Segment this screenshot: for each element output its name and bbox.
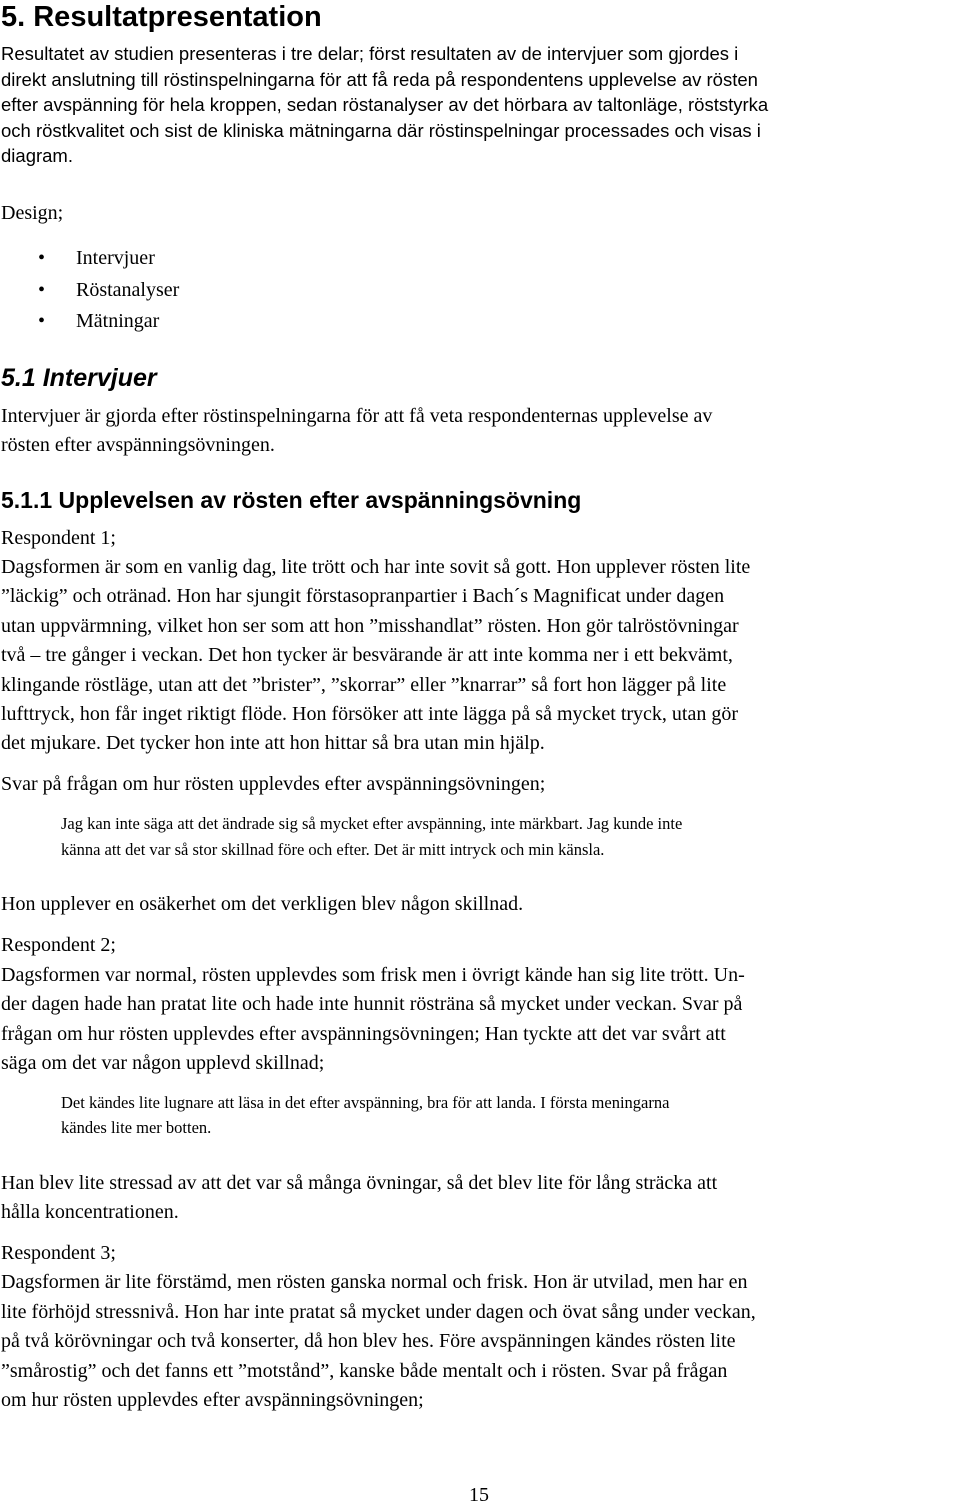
quote-line: Jag kan inte säga att det ändrade sig så mycket efter avspänning, inte märkbart. Jag kunde inte [61, 814, 683, 833]
respondent-text-line: Dagsformen är som en vanlig dag, lite trött och har inte sovit så gott. Hon upplever rösten lite [1, 556, 751, 578]
section-heading-5-1-1: 5.1.1 Upplevelsen av rösten efter avspänningsövning [1, 487, 582, 513]
page-number: 15 [469, 1484, 489, 1506]
respondent-text-line: frågan om hur rösten upplevdes efter avspänningsövningen; Han tyckte att det var svårt att [1, 1023, 726, 1045]
intro-line: direkt anslutning till röstinspelningarna för att få reda på respondentens upplevelse av rösten [1, 69, 758, 90]
respondent-text-line: på två körövningar och två konserter, då hon blev hes. Före avspänningen kändes rösten lite [1, 1330, 736, 1352]
respondent-text-line: Dagsformen var normal, rösten upplevdes som frisk men i övrigt kände han sig lite trött. Un- [1, 964, 745, 986]
respondent-text-line: om hur rösten upplevdes efter avspänningsövningen; [1, 1389, 424, 1411]
respondent-label: Respondent 1; [1, 527, 116, 549]
respondent-text-line: säga om det var någon upplevd skillnad; [1, 1052, 325, 1074]
bullet-icon: • [38, 279, 46, 301]
design-label: Design; [1, 202, 64, 224]
respondent-text-line: der dagen hade han pratat lite och hade inte hunnit rösträna så mycket under veckan. Svar på [1, 993, 743, 1015]
respondent-label: Respondent 3; [1, 1242, 116, 1264]
section-text-line: Intervjuer är gjorda efter röstinspelningarna för att få veta respondenternas upplevelse av [1, 405, 713, 427]
respondent-text-line: Han blev lite stressad av att det var så många övningar, så det blev lite för lång sträcka att [1, 1172, 718, 1194]
respondent-text-line: ”läckig” och otränad. Hon har sjungit förstasopranpartier i Bach´s Magnificat under dagen [1, 585, 725, 607]
quote-line: kändes lite mer botten. [61, 1118, 212, 1137]
section-text-line: rösten efter avspänningsövningen. [1, 434, 275, 456]
design-list-item: Intervjuer [76, 247, 155, 269]
respondent-text-line: klingande röstläge, utan att det ”brister”, ”skorrar” eller ”knarrar” så fort hon lägger på lite [1, 674, 727, 696]
respondent-text-line: ”smårostig” och det fanns ett ”motstånd”, kanske både mentalt och i rösten. Svar på frågan [1, 1360, 728, 1382]
page-heading: 5. Resultatpresentation [1, 1, 322, 33]
quote-line: Det kändes lite lugnare att läsa in det efter avspänning, bra för att landa. I första meningarna [61, 1093, 670, 1112]
respondent-text-line: hålla koncentrationen. [1, 1201, 179, 1223]
intro-line: efter avspänning för hela kroppen, sedan röstanalyser av det hörbara av taltonläge, röststyrka [1, 94, 769, 115]
intro-line: och röstkvalitet och sist de kliniska mätningarna där röstinspelningar processades och visas i [1, 120, 761, 141]
respondent-text-line: lufttryck, hon får inget riktigt flöde. Hon försöker att inte lägga på så mycket tryck, utan gör [1, 703, 739, 725]
respondent-text-line: Dagsformen är lite förstämd, men rösten ganska normal och frisk. Hon är utvilad, men har en [1, 1271, 748, 1293]
respondent-text-line: Hon upplever en osäkerhet om det verkligen blev någon skillnad. [1, 893, 524, 915]
respondent-text-line: två – tre gånger i veckan. Det hon tycker är besvärande är att inte komma ner i ett bekvämt, [1, 644, 733, 666]
respondent-text-line: utan uppvärmning, vilket hon ser som att hon ”misshandlat” rösten. Hon gör talröstövningar [1, 615, 739, 637]
question-line: Svar på frågan om hur rösten upplevdes efter avspänningsövningen; [1, 773, 546, 795]
bullet-icon: • [38, 310, 46, 332]
respondent-text-line: det mjukare. Det tycker hon inte att hon hittar så bra utan min hjälp. [1, 732, 545, 754]
quote-line: känna att det var så stor skillnad före och efter. Det är mitt intryck och min känsla. [61, 840, 605, 859]
design-list-item: Röstanalyser [76, 279, 180, 301]
bullet-icon: • [38, 247, 46, 269]
respondent-text-line: lite förhöjd stressnivå. Hon har inte pratat så mycket under dagen och övat sång under veckan, [1, 1301, 756, 1323]
respondent-label: Respondent 2; [1, 934, 116, 956]
design-list-item: Mätningar [76, 310, 160, 332]
section-heading-5-1: 5.1 Intervjuer [1, 364, 157, 392]
intro-line: diagram. [1, 145, 73, 166]
intro-line: Resultatet av studien presenteras i tre delar; först resultaten av de intervjuer som gjordes i [1, 43, 739, 64]
